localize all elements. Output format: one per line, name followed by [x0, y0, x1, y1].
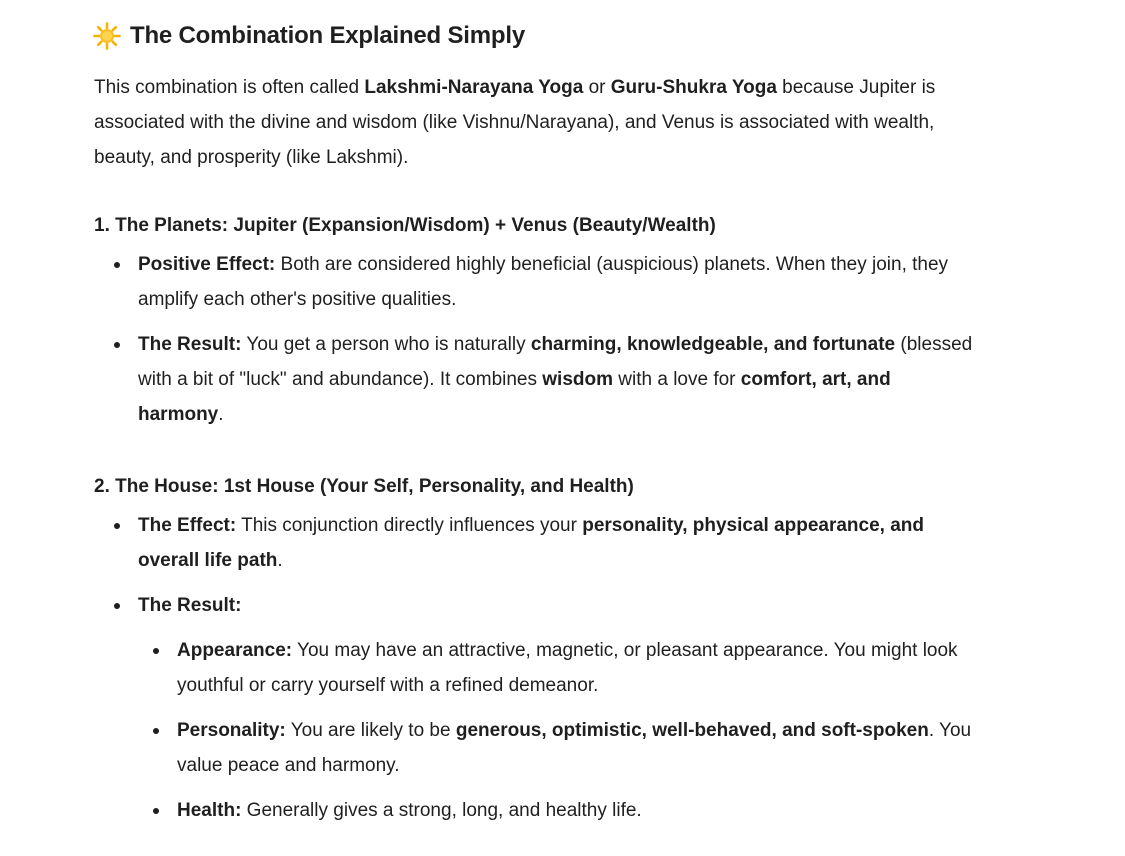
- text-run: This conjunction directly influences your: [236, 515, 583, 536]
- text-run: or: [583, 77, 611, 98]
- bold-text: The Result:: [138, 334, 242, 355]
- text-run: (blessed with a bit of "luck" and abundance). It combines: [138, 334, 973, 390]
- sub-list-item: [138, 793, 974, 828]
- bold-text: Lakshmi-Narayana Yoga: [364, 77, 584, 98]
- result-sublist: [138, 633, 974, 828]
- section-title-planets: 1. The Planets: Jupiter (Expansion/Wisdom) + Venus (Beauty/Wealth): [94, 215, 716, 236]
- bold-text: Personality:: [177, 720, 286, 741]
- bold-text: Health:: [177, 800, 242, 821]
- intro-paragraph: [94, 70, 974, 175]
- result-label: The Result:: [138, 595, 242, 616]
- text-run: . You value peace and harmony.: [177, 720, 972, 776]
- text-run: You are likely to be: [285, 720, 456, 741]
- section-title-house: 2. The House: 1st House (Your Self, Personality, and Health): [94, 476, 634, 497]
- text-run: You get a person who is naturally: [241, 334, 531, 355]
- house-list: [94, 508, 974, 828]
- text-run: Both are considered highly beneficial (auspicious) planets. When they join, they amplify each other's positive qualities.: [138, 254, 949, 310]
- text-run: because Jupiter is associated with the divine and wisdom (like Vishnu/Narayana), and Venus is associated with wealth, beauty, and prosperity (like Lakshmi).: [94, 77, 936, 168]
- bold-text: wisdom: [542, 369, 614, 390]
- bold-text: Appearance:: [177, 640, 293, 661]
- sub-list-item: [138, 633, 974, 703]
- bold-text: charming, knowledgeable, and fortunate: [530, 334, 896, 355]
- text-run: with a love for: [613, 369, 741, 390]
- list-item: [94, 588, 974, 828]
- list-item: [94, 508, 974, 578]
- bold-text: The Effect:: [138, 515, 237, 536]
- page-title: The Combination Explained Simply: [130, 22, 525, 49]
- section-heading: [94, 18, 974, 54]
- planets-list: [94, 247, 974, 432]
- sub-list-item: [138, 713, 974, 783]
- text-run: .: [218, 404, 224, 425]
- text-run: You may have an attractive, magnetic, or pleasant appearance. You might look youthful or carry yourself with a refined demeanor.: [177, 640, 958, 696]
- text-run: .: [277, 550, 283, 571]
- bold-text: Positive Effect:: [138, 254, 276, 275]
- list-item: [94, 327, 974, 432]
- bold-text: generous, optimistic, well-behaved, and soft-spoken: [455, 720, 929, 741]
- bold-text: personality, physical appearance, and overall life path: [138, 515, 925, 571]
- sun-icon: [92, 21, 122, 51]
- bold-text: Guru-Shukra Yoga: [610, 77, 777, 98]
- text-run: Generally gives a strong, long, and healthy life.: [241, 800, 642, 821]
- list-item: [94, 247, 974, 317]
- text-run: This combination is often called: [94, 77, 365, 98]
- bold-text: comfort, art, and harmony: [138, 369, 891, 425]
